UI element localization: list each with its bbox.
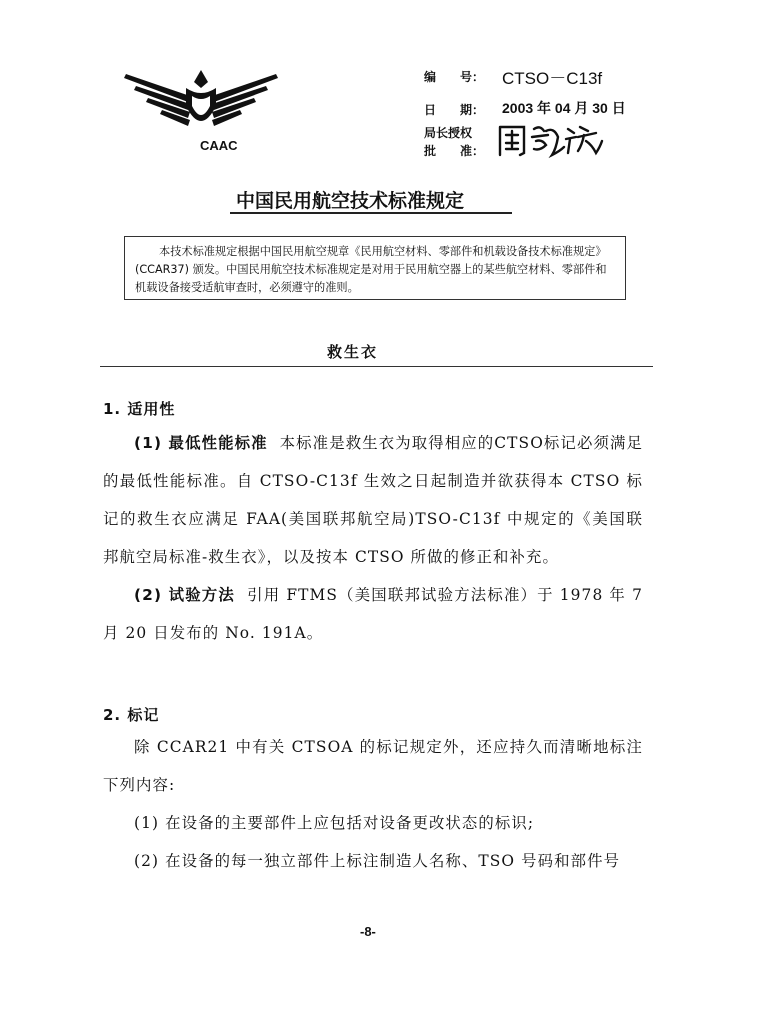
section2-heading: 2. 标记 (103, 706, 160, 724)
item1-lead: (1) 最低性能标准 (134, 434, 268, 452)
item1-text: 本标准是救生衣为取得相应的CTSO标记必须满足的最低性能标准。自 CTSO-C13f 生效之日起制造并欲获得本 CTSO 标记的救生衣应满足 FAA(美国联邦航空局)TSO-C13f 中规定的《美国联邦航空局标准-救生衣》，以及按本 CTSO 所做的修正和补充。 (103, 434, 643, 566)
item2-text: 引用 FTMS（美国联邦试验方法标准）于 1978 年 7 月 20 日发布的 No. 191A。 (103, 586, 643, 642)
number-label: 编 号： (424, 70, 485, 84)
section1-item1 (103, 424, 643, 576)
approval-label-line1: 局长授权 (424, 126, 473, 140)
section2-item2: (2) 在设备的每一独立部件上标注制造人名称、TSO 号码和部件号 (134, 852, 621, 870)
caac-logo (122, 66, 280, 158)
logo-text: CAAC (200, 138, 238, 153)
notice-box (124, 236, 626, 300)
approval-label-line2: 批 准： (424, 144, 485, 158)
date-value: 2003 年 04 月 30 日 (502, 100, 626, 116)
title-underline (230, 212, 512, 214)
section2-item1: (1) 在设备的主要部件上应包括对设备更改状态的标识; (134, 814, 535, 832)
number-value: CTSO－C13f (502, 69, 603, 88)
section2-intro: 除 CCAR21 中有关 CTSOA 的标记规定外，还应持久而清晰地标注下列内容: (103, 738, 643, 794)
subtitle-divider (100, 366, 653, 367)
date-label: 日 期： (424, 103, 485, 117)
page-number: -8- (360, 924, 376, 939)
section1-item2 (103, 576, 643, 652)
document-title: 中国民用航空技术标准规定 (236, 190, 465, 212)
director-signature (496, 121, 606, 163)
notice-text: 本技术标准规定根据中国民用航空规章《民用航空材料、零部件和机载设备技术标准规定》(CCAR37) 颁发。中国民用航空技术标准规定是对用于民用航空器上的某些航空材料、零部件和机载设备接受适航审查时，必须遵守的准则。 (135, 245, 607, 294)
section1-heading: 1. 适用性 (103, 400, 176, 418)
item2-lead: (2) 试验方法 (134, 586, 235, 604)
standard-subtitle: 救生衣 (327, 343, 379, 361)
caac-wings-emblem (122, 66, 280, 136)
